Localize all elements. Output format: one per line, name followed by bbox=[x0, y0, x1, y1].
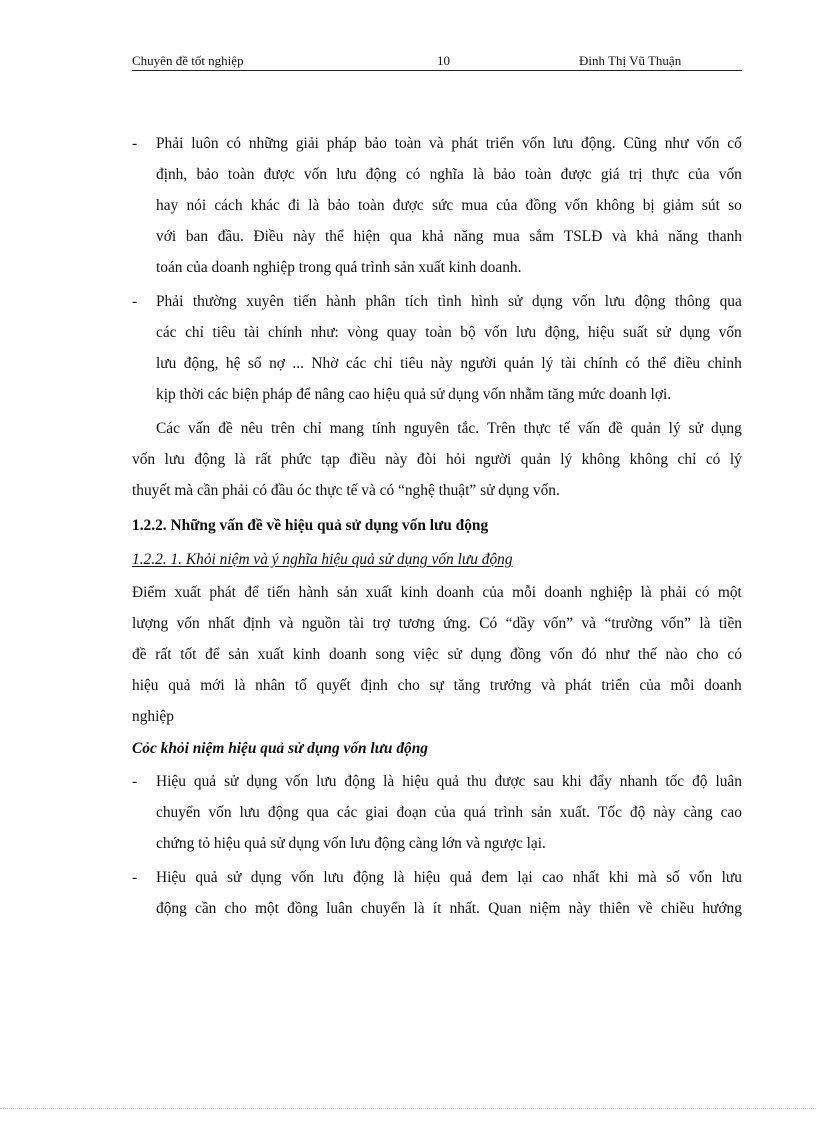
page-header bbox=[132, 52, 742, 71]
text-line: Điểm xuất phát để tiến hành sản xuất kinh doanh của mỗi doanh nghiệp là phải có một bbox=[132, 584, 742, 601]
text-line: thuyết mà cần phải có đầu óc thực tế và có “nghệ thuật” sử dụng vốn. bbox=[132, 482, 560, 499]
bullet-dash: - bbox=[132, 869, 138, 886]
concept-heading: Cỏc khỏi niệm hiệu quả sử dụng vốn lưu động bbox=[132, 740, 428, 757]
text-line: kịp thời các biện pháp để nâng cao hiệu quả sử dụng vốn nhằm tăng mức doanh lợi. bbox=[156, 386, 672, 403]
text-line: vốn lưu động là rất phức tạp điều này đòi hỏi người quản lý không không chỉ có lý bbox=[132, 451, 742, 468]
text-line: hiệu quả mới là nhân tố quyết định cho sự tăng trưởng và phát triển của mỗi doanh bbox=[132, 677, 742, 694]
bullet-dash: - bbox=[132, 773, 138, 790]
bullet-dash: - bbox=[132, 293, 138, 310]
subsection-heading: 1.2.2. 1. Khỏi niệm và ý nghĩa hiệu quả sử dụng vốn lưu động bbox=[132, 551, 513, 568]
text-line: lưu động, hệ số nợ ... Nhờ các chỉ tiêu này người quản lý tài chính có thể điều chỉnh bbox=[156, 355, 742, 372]
header-author: Đinh Thị Vũ Thuận bbox=[579, 53, 682, 68]
text-line: chuyển vốn lưu động qua các giai đoạn của quá trình sản xuất. Tốc độ này càng cao bbox=[156, 804, 742, 821]
text-line: đề rất tốt để sản xuất kinh doanh song việc sử dụng đồng vốn đó như thế nào cho có bbox=[132, 646, 742, 663]
bullet-paragraph-1 bbox=[132, 128, 742, 283]
text-line: chứng tỏ hiệu quả sử dụng vốn lưu động càng lớn và ngược lại. bbox=[156, 835, 546, 852]
text-line: hay nói cách khác đi là bảo toàn được sức mua của đồng vốn không bị giảm sút so bbox=[156, 197, 742, 214]
text-line: lượng vốn nhất định và nguồn tài trợ tương ứng. Có “dầy vốn” và “trường vốn” là tiền bbox=[132, 615, 742, 632]
text-line: nghiệp bbox=[132, 708, 174, 725]
bullet-paragraph-6 bbox=[132, 862, 742, 924]
header-title: Chuyên đề tốt nghiệp bbox=[132, 53, 244, 68]
text-line: với ban đầu. Điều này thể hiện qua khả năng mua sắm TSLĐ và khả năng thanh bbox=[156, 228, 742, 245]
paragraph-4 bbox=[132, 577, 742, 732]
text-line: Hiệu quả sử dụng vốn lưu động là hiệu quả đem lại cao nhất khi mà số vốn lưu bbox=[156, 869, 742, 886]
bullet-paragraph-5 bbox=[132, 766, 742, 859]
bullet-dash: - bbox=[132, 135, 138, 152]
text-line: Phải thường xuyên tiến hành phân tích tình hình sử dụng vốn lưu động thông qua bbox=[156, 293, 742, 310]
section-heading: 1.2.2. Những vấn đề về hiệu quả sử dụng vốn lưu động bbox=[132, 517, 489, 534]
paragraph-3 bbox=[132, 413, 742, 506]
text-line: các chỉ tiêu tài chính như: vòng quay toàn bộ vốn lưu động, hiệu suất sử dụng vốn bbox=[156, 324, 742, 341]
text-line: định, bảo toàn được vốn lưu động có nghĩa là bảo toàn được giá trị thực của vốn bbox=[156, 166, 742, 183]
bullet-paragraph-2 bbox=[132, 286, 742, 410]
page-number: 10 bbox=[437, 53, 450, 68]
text-line: Các vấn đề nêu trên chỉ mang tính nguyên tắc. Trên thực tế vấn đề quản lý sử dụng bbox=[156, 420, 742, 437]
text-line: động cần cho một đồng luân chuyển là ít nhất. Quan niệm này thiên về chiều hướng bbox=[156, 900, 742, 917]
document-body bbox=[132, 128, 742, 924]
text-line: toán của doanh nghiệp trong quá trình sản xuất kinh doanh. bbox=[156, 259, 522, 276]
text-line: Hiệu quả sử dụng vốn lưu động là hiệu quả thu được sau khi đẩy nhanh tốc độ luân bbox=[156, 773, 742, 790]
bottom-divider bbox=[0, 1108, 816, 1109]
text-line: Phải luôn có những giải pháp bảo toàn và phát triển vốn lưu động. Cũng như vốn cố bbox=[156, 135, 742, 152]
